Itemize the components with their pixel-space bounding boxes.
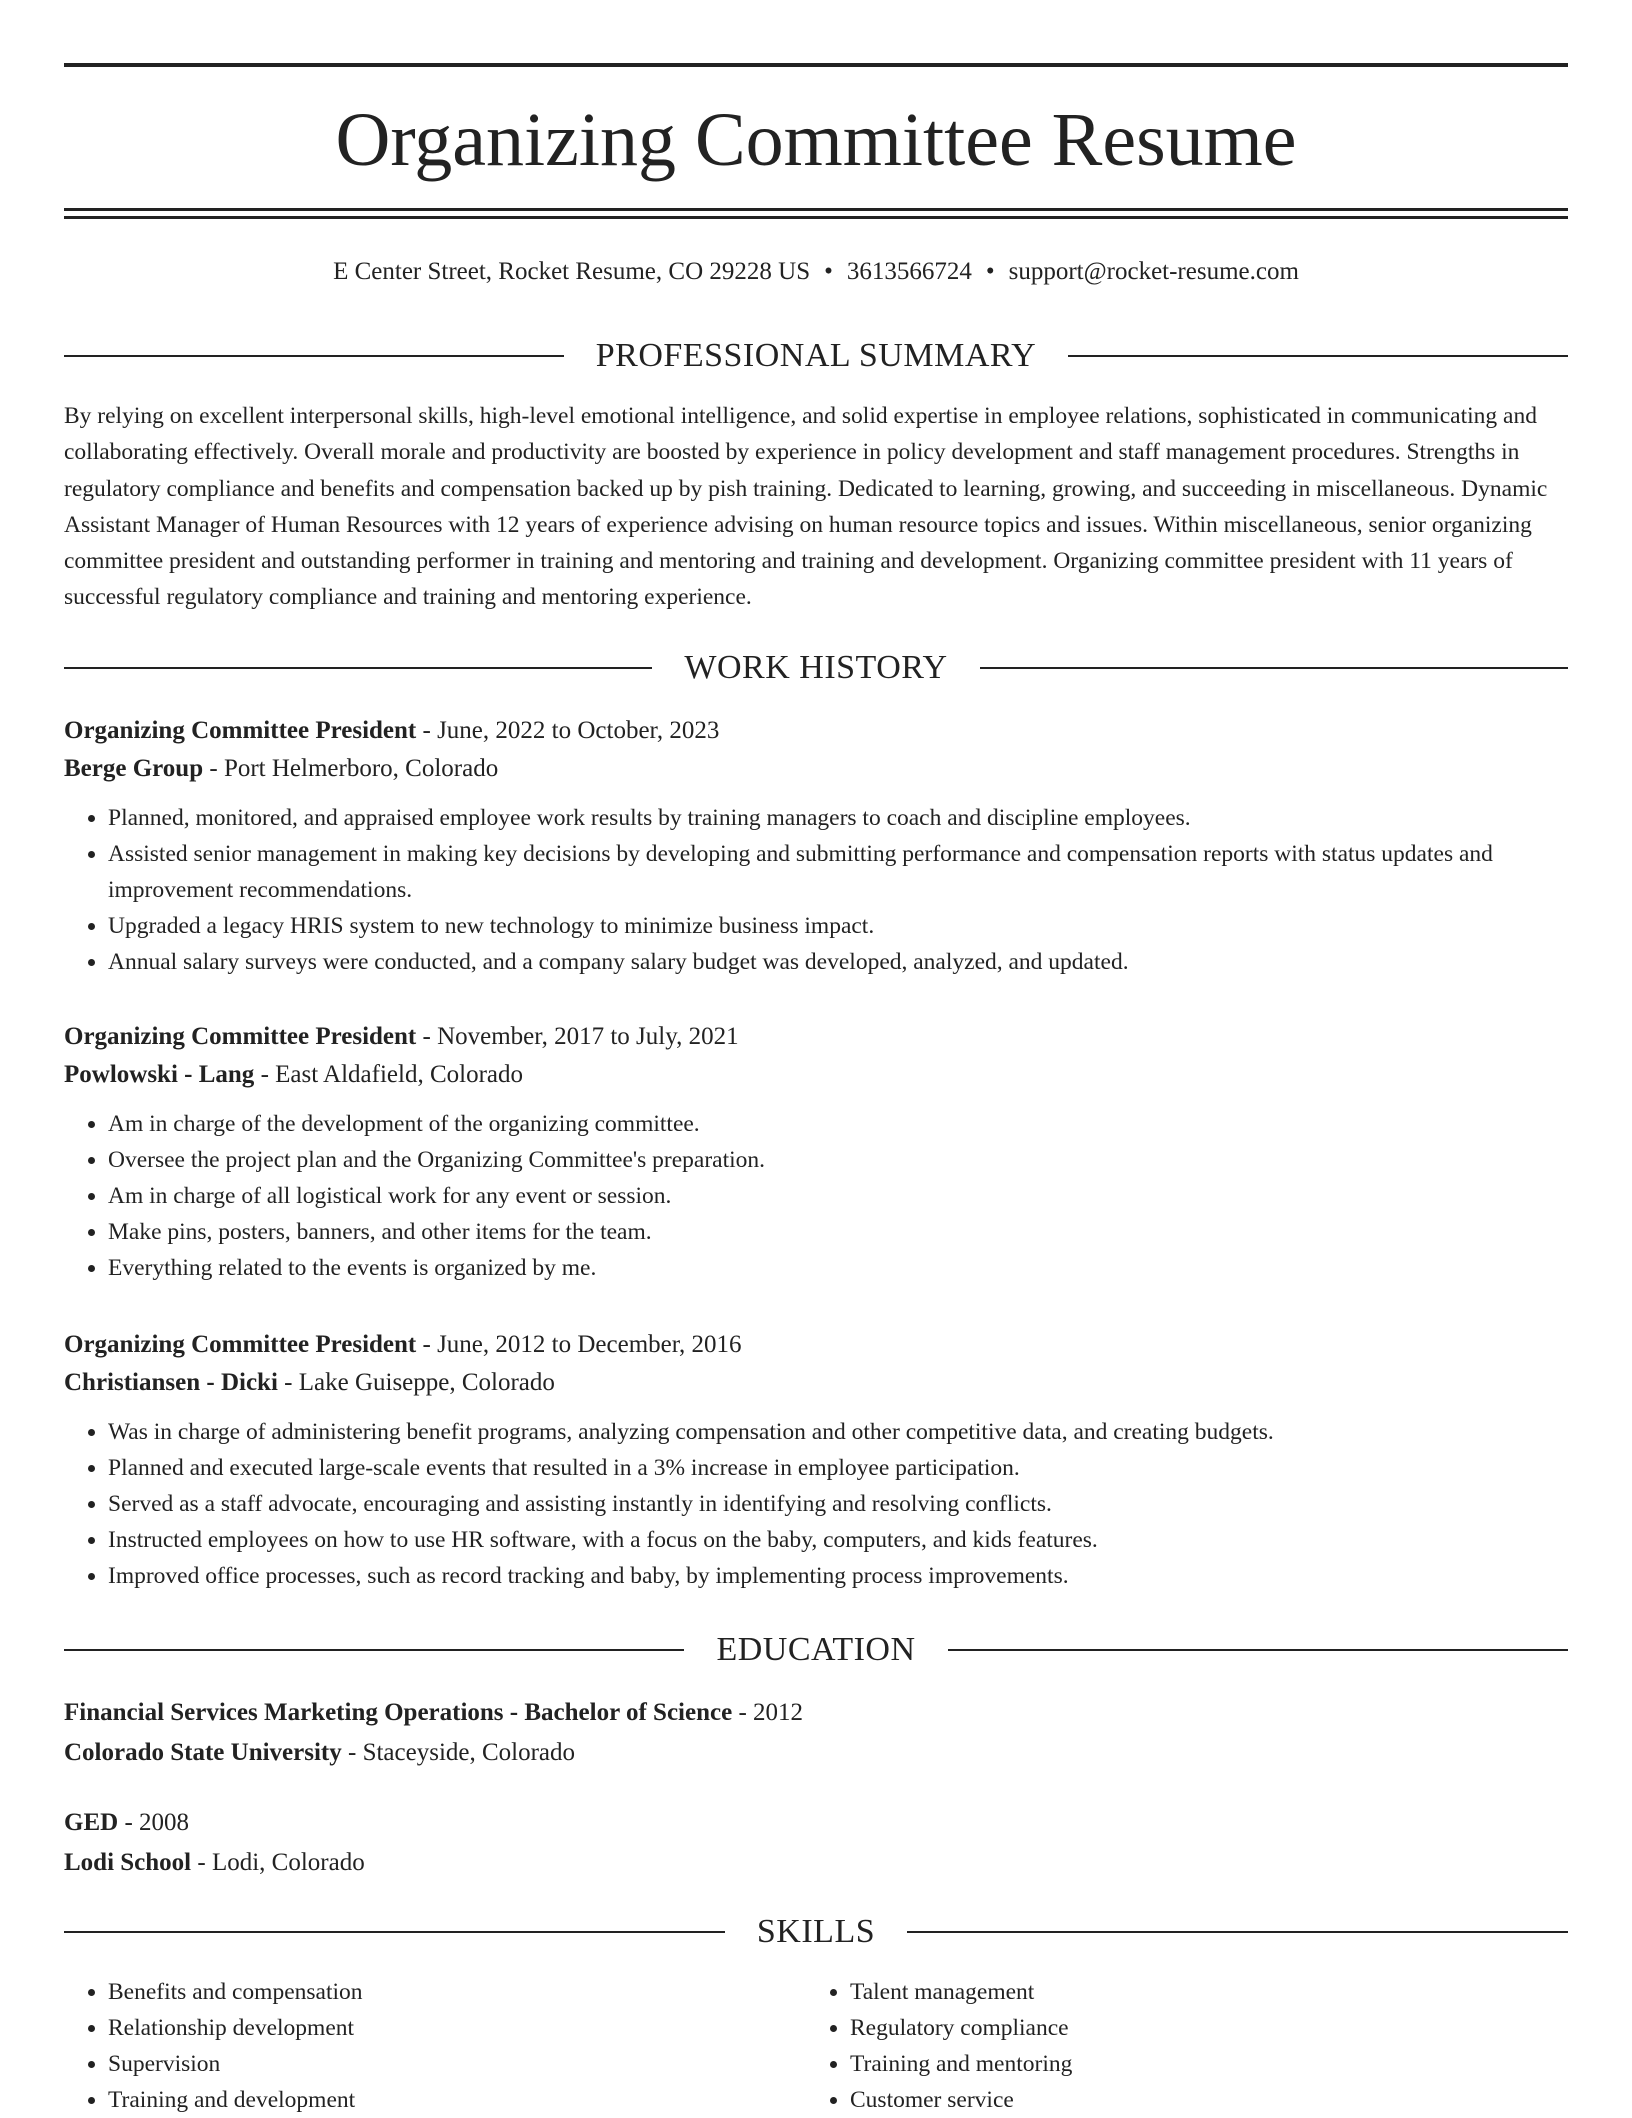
job-location: - Port Helmerboro, Colorado: [203, 755, 499, 782]
degree-year: - 2012: [732, 1699, 804, 1726]
job-company-line: [64, 750, 1568, 788]
job-entry: [64, 1018, 1568, 1286]
skill-item: • Customer service: [850, 2082, 1548, 2118]
heading-rule: [948, 1649, 1568, 1651]
job-company: Christiansen - Dicki: [64, 1369, 278, 1396]
skill-item: • Training and mentoring: [850, 2046, 1548, 2082]
school-location: - Staceyside, Colorado: [341, 1739, 576, 1766]
skills-list: [64, 1974, 1568, 2118]
job-title-line: [64, 1018, 1568, 1056]
school-location: - Lodi, Colorado: [191, 1849, 365, 1876]
heading-rule: [1068, 355, 1568, 357]
contact-email: support@rocket-resume.com: [1008, 258, 1299, 285]
list-item: • Am in charge of all logistical work for any event or session.: [108, 1178, 1568, 1214]
job-bullets: [64, 1414, 1568, 1594]
job-dates: - November, 2017 to July, 2021: [416, 1023, 739, 1050]
education-entry: [64, 1693, 1568, 1773]
list-item: • Assisted senior management in making key decisions by developing and submitting performance and compensation reports with status updates and improvement recommendations.: [108, 836, 1568, 908]
contact-address: E Center Street, Rocket Resume, CO 29228 US: [333, 258, 811, 285]
section-title: PROFESSIONAL SUMMARY: [595, 337, 1037, 374]
contact-separator: •: [824, 258, 833, 285]
skill-item: • Talent management: [850, 1974, 1548, 2010]
list-item: • Served as a staff advocate, encouraging and assisting instantly in identifying and resolving conflicts.: [108, 1486, 1568, 1522]
job-entry: [64, 1326, 1568, 1594]
job-location: - Lake Guiseppe, Colorado: [277, 1369, 555, 1396]
school-line: [64, 1843, 1568, 1883]
section-heading-summary: [64, 336, 1568, 376]
list-item: • Everything related to the events is organized by me.: [108, 1250, 1568, 1286]
list-item: • Oversee the project plan and the Organizing Committee's preparation.: [108, 1142, 1568, 1178]
list-item: • Planned and executed large-scale events that resulted in a 3% increase in employee participation.: [108, 1450, 1568, 1486]
job-company-line: [64, 1056, 1568, 1094]
list-item: • Instructed employees on how to use HR software, with a focus on the baby, computers, and kids features.: [108, 1522, 1568, 1558]
title-rule-1: [64, 208, 1568, 211]
contact-separator: •: [985, 258, 995, 285]
job-title: Organizing Committee President: [64, 1023, 417, 1050]
section-title: SKILLS: [756, 1913, 876, 1950]
list-item: • Am in charge of the development of the organizing committee.: [108, 1106, 1568, 1142]
section-title: WORK HISTORY: [684, 649, 948, 686]
job-company: Berge Group: [64, 755, 204, 782]
degree: GED: [64, 1809, 119, 1836]
list-item: • Annual salary surveys were conducted, and a company salary budget was developed, analyzed, and updated.: [108, 944, 1568, 980]
degree-line: [64, 1693, 1568, 1733]
skills-column-right: [806, 1974, 1548, 2118]
job-bullets: [64, 1106, 1568, 1286]
skill-item: • Supervision: [108, 2046, 806, 2082]
section-heading-education: [64, 1630, 1568, 1670]
list-item: • Make pins, posters, banners, and other items for the team.: [108, 1214, 1568, 1250]
page-title: Organizing Committee Resume: [335, 98, 1297, 182]
skill-item: • Regulatory compliance: [850, 2010, 1548, 2046]
degree-year: - 2008: [118, 1809, 190, 1836]
degree: Financial Services Marketing Operations - Bachelor of Science: [64, 1699, 733, 1726]
list-item: • Upgraded a legacy HRIS system to new technology to minimize business impact.: [108, 908, 1568, 944]
school: Lodi School: [64, 1849, 192, 1876]
job-title-line: [64, 1326, 1568, 1364]
section-heading-work: [64, 648, 1568, 688]
skills-column-left: [64, 1974, 806, 2118]
top-rule: [64, 63, 1568, 67]
heading-rule: [907, 1931, 1568, 1933]
list-item: • Planned, monitored, and appraised employee work results by training managers to coach and discipline employees.: [108, 800, 1568, 836]
job-title: Organizing Committee President: [64, 1331, 417, 1358]
job-bullets: [64, 800, 1568, 980]
heading-rule: [64, 1649, 684, 1651]
job-dates: - June, 2012 to December, 2016: [416, 1331, 742, 1358]
degree-line: [64, 1803, 1568, 1843]
job-dates: - June, 2022 to October, 2023: [416, 717, 720, 744]
job-company-line: [64, 1364, 1568, 1402]
job-location: - East Aldafield, Colorado: [254, 1061, 524, 1088]
section-heading-skills: [64, 1912, 1568, 1952]
school-line: [64, 1733, 1568, 1773]
skill-item: • Relationship development: [108, 2010, 806, 2046]
heading-rule: [64, 667, 652, 669]
job-entry: [64, 712, 1568, 980]
school: Colorado State University: [64, 1739, 342, 1766]
list-item: • Improved office processes, such as record tracking and baby, by implementing process improvements.: [108, 1558, 1568, 1594]
job-company: Powlowski - Lang: [64, 1061, 255, 1088]
section-title: EDUCATION: [716, 1631, 916, 1668]
summary-text: By relying on excellent interpersonal skills, high-level emotional intelligence, and solid expertise in employee relations, sophisticated in communicating and collaborating effectively. Overall morale and productivity are boosted by experience in policy development and staff management procedures. Strengths in regulatory compliance and benefits and compensation backed up by pish training. Dedicated to learning, growing, and succeeding in miscellaneous. Dynamic Assistant Manager of Human Resources with 12 years of experience advising on human resource topics and issues. Within miscellaneous, senior organizing committee president and outstanding performer in training and mentoring and training and development. Organizing committee president with 11 years of successful regulatory compliance and training and mentoring experience.: [64, 403, 1548, 611]
contact-line: [64, 254, 1568, 290]
education-entry: [64, 1803, 1568, 1883]
heading-rule: [64, 355, 564, 357]
heading-rule: [64, 1931, 725, 1933]
list-item: • Was in charge of administering benefit programs, analyzing compensation and other competitive data, and creating budgets.: [108, 1414, 1568, 1450]
job-title: Organizing Committee President: [64, 717, 417, 744]
job-title-line: [64, 712, 1568, 750]
heading-rule: [980, 667, 1568, 669]
title-rule-2: [64, 216, 1568, 219]
skill-item: • Training and development: [108, 2082, 806, 2118]
skill-item: • Benefits and compensation: [108, 1974, 806, 2010]
contact-phone: 3613566724: [846, 258, 972, 285]
